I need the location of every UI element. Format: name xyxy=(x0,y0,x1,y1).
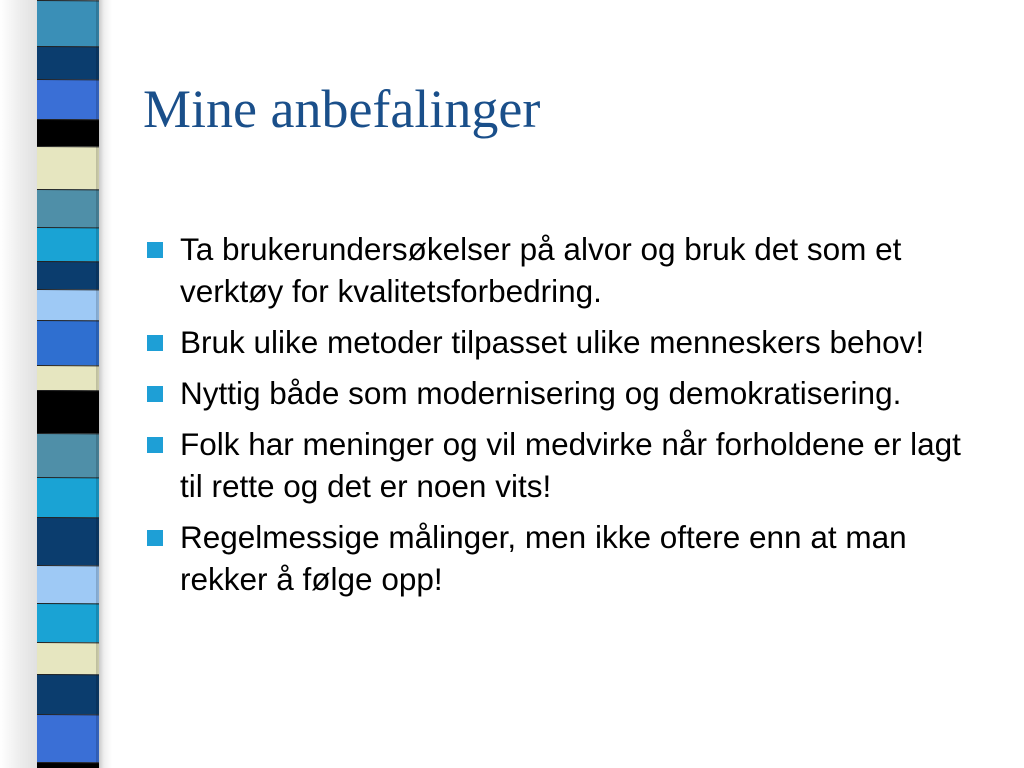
bullet-text: Regelmessige målinger, men ikke oftere enn at man rekker å følge opp! xyxy=(180,519,907,597)
stripe-segment xyxy=(37,79,99,119)
stripe-segment xyxy=(37,320,99,365)
square-bullet-icon xyxy=(147,386,163,402)
stripe-segment xyxy=(37,261,99,289)
stripe-segment xyxy=(37,477,99,517)
square-bullet-icon xyxy=(147,335,163,351)
stripe-segment xyxy=(37,714,99,762)
bullet-text: Bruk ulike metoder tilpasset ulike menneskers behov! xyxy=(180,324,925,360)
stripe-segment xyxy=(37,0,99,46)
stripe-segment xyxy=(37,227,99,261)
bullet-item xyxy=(143,423,983,507)
slide-title: Mine anbefalinger xyxy=(143,79,541,139)
stripe-segment xyxy=(37,603,99,642)
striped-bar-decoration xyxy=(37,0,99,768)
stripe-segment xyxy=(37,642,99,674)
stripe-segment xyxy=(37,189,99,227)
stripe-segment xyxy=(37,365,99,390)
stripe-segment xyxy=(37,289,99,320)
bullet-text: Folk har meninger og vil medvirke når forholdene er lagt til rette og det er noen vits! xyxy=(180,426,961,504)
bullet-item xyxy=(143,516,983,600)
bullet-item xyxy=(143,321,983,363)
stripe-segment xyxy=(37,119,99,146)
square-bullet-icon xyxy=(147,530,163,546)
square-bullet-icon xyxy=(147,437,163,453)
stripe-segment xyxy=(37,390,99,433)
stripe-segment xyxy=(37,762,99,768)
stripe-segment xyxy=(37,674,99,714)
stripe-segment xyxy=(37,146,99,189)
stripe-segment xyxy=(37,517,99,565)
bullet-list xyxy=(143,228,983,609)
square-bullet-icon xyxy=(147,242,163,258)
bullet-item xyxy=(143,372,983,414)
stripe-segment xyxy=(37,565,99,603)
stripe-segment xyxy=(37,433,99,477)
bullet-text: Nyttig både som modernisering og demokratisering. xyxy=(180,375,902,411)
bullet-item xyxy=(143,228,983,312)
stripe-shadow xyxy=(96,0,104,768)
bullet-text: Ta brukerundersøkelser på alvor og bruk det som et verktøy for kvalitetsforbedring. xyxy=(180,231,902,309)
stripe-segment xyxy=(37,46,99,79)
